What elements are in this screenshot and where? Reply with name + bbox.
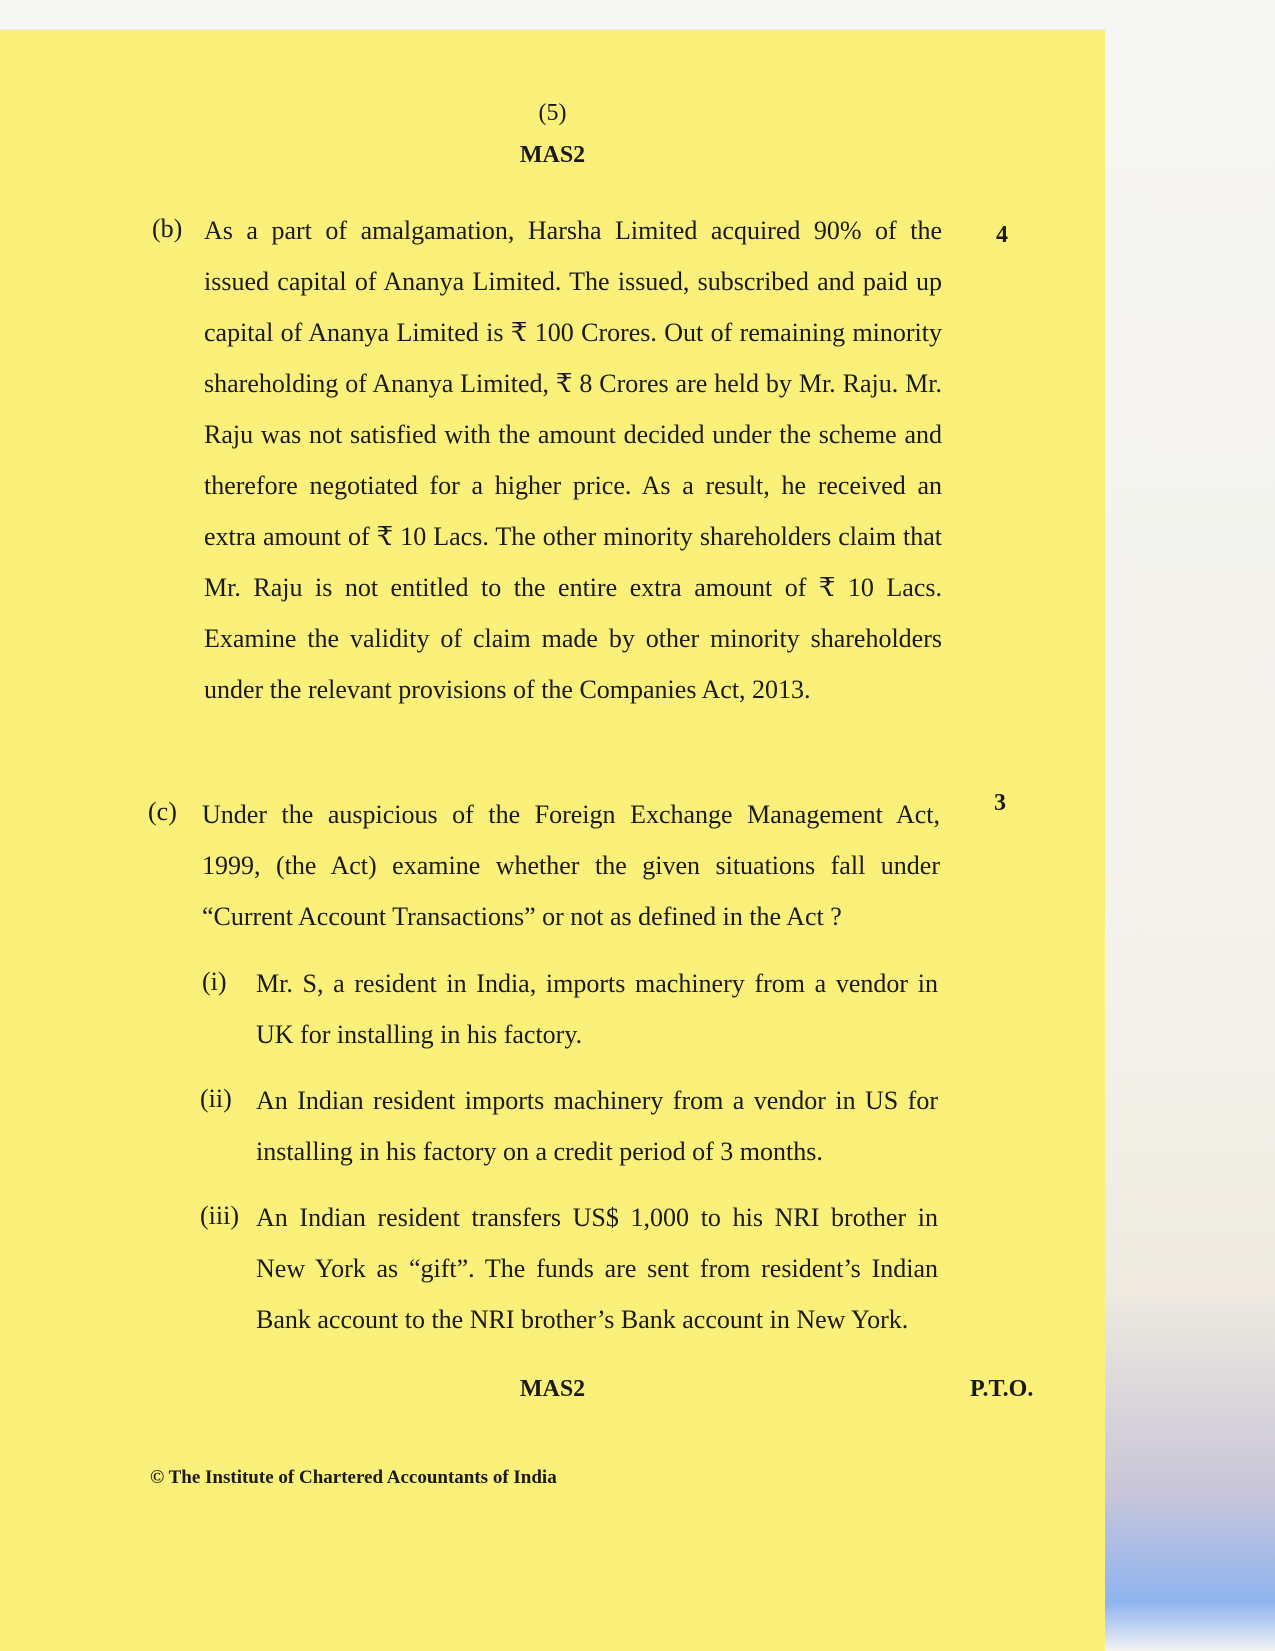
question-b-label: (b): [152, 214, 183, 243]
paper-code-header: MAS2: [519, 142, 586, 168]
item-i-label: (i): [202, 967, 227, 996]
item-ii-label: (ii): [200, 1084, 232, 1113]
item-iii-label: (iii): [200, 1201, 239, 1230]
page-number: (5): [538, 100, 567, 126]
scan-edge: [1105, 30, 1275, 1651]
paper-code-footer: MAS2: [519, 1376, 586, 1402]
question-c-marks: 3: [994, 790, 1006, 816]
question-b-marks: 4: [996, 222, 1008, 248]
item-iii-text: An Indian resident transfers US$ 1,000 to his NRI brother in New York as “gift”. The funds are sent from resident’s Indian Bank account to the NRI brother’s Bank account in New York.: [256, 1203, 938, 1334]
item-i-text: Mr. S, a resident in India, imports machinery from a vendor in UK for installing in his factory.: [256, 969, 938, 1049]
pto-marker: P.T.O.: [970, 1376, 1034, 1402]
copyright-notice: © The Institute of Chartered Accountants of India: [150, 1467, 557, 1488]
question-b-text: As a part of amalgamation, Harsha Limited acquired 90% of the issued capital of Ananya Limited. The issued, subscribed and paid up capital of Ananya Limited is ₹ 100 Crores. Out of remaining minority shareholding of Ananya Limited, ₹ 8 Crores are held by Mr. Raju. Mr. Raju was not satisfied with the amount decided under the scheme and therefore negotiated for a higher price. As a result, he received an extra amount of ₹ 10 Lacs. The other minority shareholders claim that Mr. Raju is not entitled to the entire extra amount of ₹ 10 Lacs. Examine the validity of claim made by other minority shareholders under the relevant provisions of the Companies Act, 2013.: [204, 216, 942, 704]
question-c-label: (c): [148, 797, 177, 826]
item-ii-text: An Indian resident imports machinery from a vendor in US for installing in his factory on a credit period of 3 months.: [256, 1086, 938, 1166]
question-c-text: Under the auspicious of the Foreign Exchange Management Act, 1999, (the Act) examine whether the given situations fall under “Current Account Transactions” or not as defined in the Act ?: [202, 800, 940, 931]
